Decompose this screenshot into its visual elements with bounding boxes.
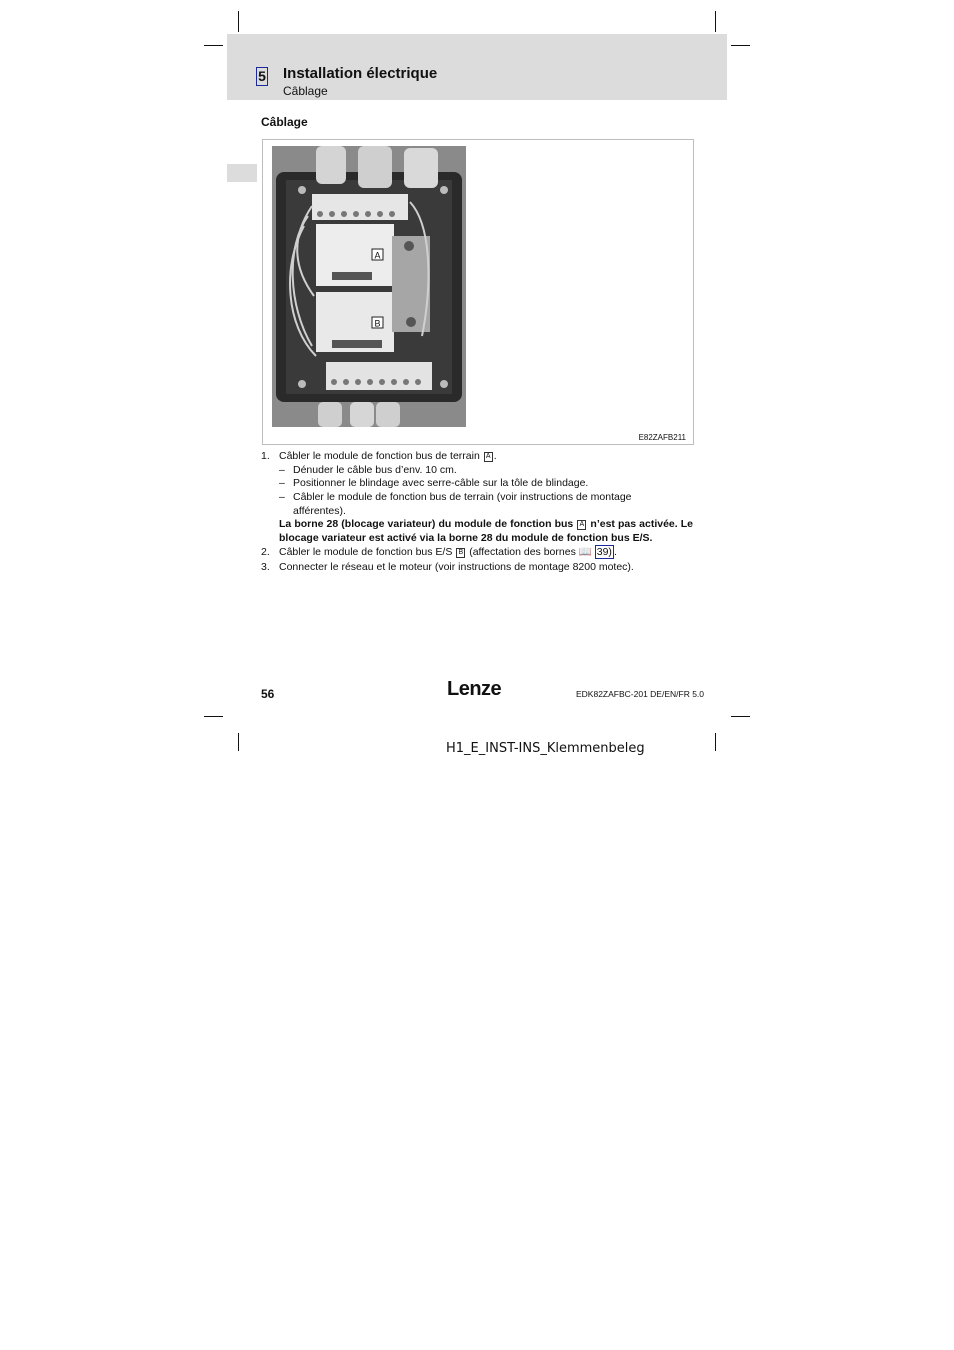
wiring-photo [272,146,466,427]
note-part1: La borne 28 (blocage variateur) du module de fonction bus [279,518,574,530]
step-text: Câbler le module de fonction bus de terrain [279,450,480,462]
list-item [261,450,693,464]
figure-code: E82ZAFB211 [638,433,686,442]
crop-mark [238,11,239,32]
dash-bullet: – [279,491,285,503]
step-tail: . [493,450,497,462]
sub-list-item [279,491,693,519]
chapter-number[interactable]: 5 [256,67,268,86]
step-number: 3. [261,561,270,573]
file-name-label: H1_E_INST-INS_Klemmenbeleg [446,741,645,756]
step-number: 1. [261,450,270,462]
substep-text: Câbler le module de fonction bus de terrain (voir instructions de montage afférentes). [293,491,632,517]
crop-mark [731,716,750,717]
crop-mark [204,45,223,46]
list-item [261,546,693,560]
step-text: Connecter le réseau et le moteur (voir instructions de montage 8200 motec). [279,561,634,573]
marker-a: A [484,452,493,462]
page-reference-link[interactable]: 39) [596,546,612,558]
list-item [261,561,693,575]
step-text: Câbler le module de fonction bus E/S [279,546,453,558]
figure-label-b: B [374,318,381,329]
sub-list-item [279,477,693,491]
dash-bullet: – [279,464,285,476]
substep-text: Positionner le blindage avec serre-câble sur la tôle de blindage. [293,477,589,489]
crop-mark [715,11,716,32]
chapter-subtitle: Câblage [283,84,328,98]
crop-mark [238,733,239,751]
warning-note [279,518,693,545]
figure-label-a: A [374,250,381,261]
page-number: 56 [261,687,275,701]
chapter-title: Installation électrique [283,65,438,82]
section-heading: Câblage [261,115,308,129]
side-tab [227,164,257,182]
crop-mark [204,716,223,717]
document-reference: EDK82ZAFBC-201 DE/EN/FR 5.0 [576,689,705,699]
note-part2: n’est pas activée. Le blocage variateur est activé via la borne 28 du module de fonction bus E/S. [279,518,693,544]
book-icon: 📖 [578,546,592,558]
lenze-logo: Lenze [447,678,502,700]
substep-text: Dénuder le câble bus d’env. 10 cm. [293,464,457,476]
step-number: 2. [261,546,270,558]
sub-list-item [279,464,693,478]
step-tail: (affectation des bornes [466,546,576,558]
crop-mark [731,45,750,46]
dash-bullet: – [279,477,285,489]
marker-b: B [456,548,465,558]
step-end: . [613,546,617,558]
marker-a: A [577,520,586,530]
crop-mark [715,733,716,751]
